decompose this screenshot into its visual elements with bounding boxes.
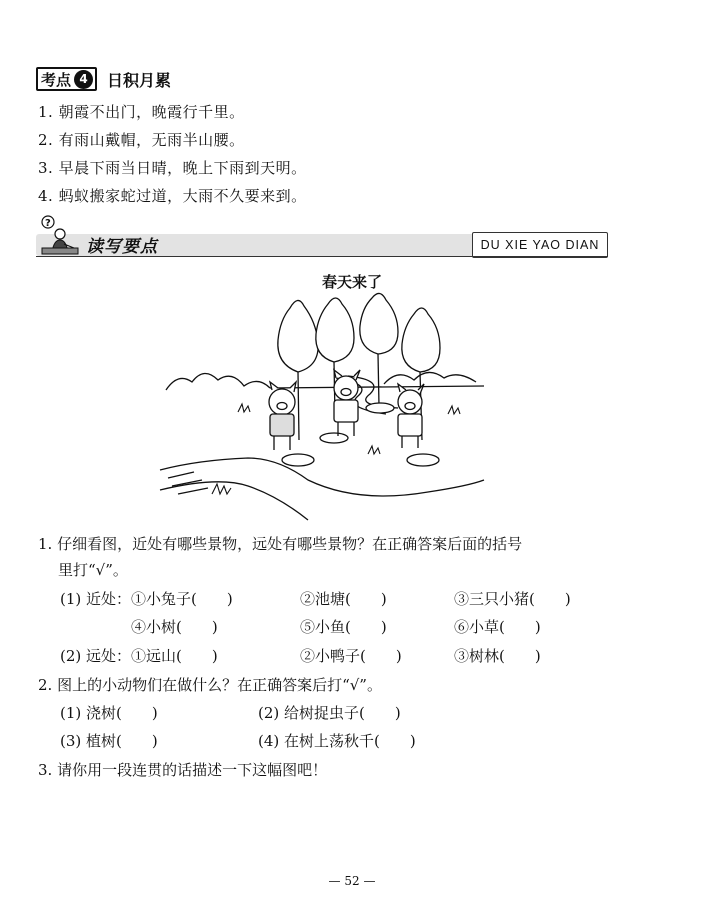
far-option-3[interactable]: ③树林( ) xyxy=(454,647,541,665)
q2-option-1[interactable]: (1) 浇树( ) xyxy=(60,704,158,722)
picture-title: 春天来了 xyxy=(321,273,382,291)
saying-1: 1. 朝霞不出门，晚霞行千里。 xyxy=(38,103,245,121)
page-number: — 52 — xyxy=(328,874,376,888)
section-title: 日积月累 xyxy=(107,70,172,90)
question-1-line-1: 1. 仔细看图，近处有哪些景物，远处有哪些景物？在正确答案后面的括号 xyxy=(38,535,523,553)
spring-scene-illustration xyxy=(158,290,486,524)
saying-3: 3. 早晨下雨当日晴，晚上下雨到天明。 xyxy=(38,159,307,177)
near-option-4[interactable]: ④小树( ) xyxy=(131,618,218,636)
kaodian-number: 4 xyxy=(74,70,93,89)
near-option-6[interactable]: ⑥小草( ) xyxy=(454,618,541,636)
near-option-5[interactable]: ⑤小鱼( ) xyxy=(300,618,387,636)
far-label: (2) 远处： xyxy=(60,647,132,665)
kaodian-label: 考点 xyxy=(41,70,72,89)
question-3-line: 3. 请你用一段连贯的话描述一下这幅图吧！ xyxy=(38,761,328,779)
near-option-2[interactable]: ②池塘( ) xyxy=(300,590,387,608)
question-1-line-2: 里打“√”。 xyxy=(58,561,128,579)
svg-text:?: ? xyxy=(45,218,51,229)
thinking-person-icon xyxy=(38,214,82,258)
q2-option-3[interactable]: (3) 植树( ) xyxy=(60,732,158,750)
far-option-1[interactable]: ①远山( ) xyxy=(131,647,218,665)
kaodian-badge xyxy=(36,67,97,91)
q2-option-4[interactable]: (4) 在树上荡秋千( ) xyxy=(258,732,416,750)
near-option-3[interactable]: ③三只小猪( ) xyxy=(454,590,571,608)
section-title-duxie: 读写要点 xyxy=(86,237,158,257)
saying-4: 4. 蚂蚁搬家蛇过道，大雨不久要来到。 xyxy=(38,187,307,205)
q2-option-2[interactable]: (2) 给树捉虫子( ) xyxy=(258,704,401,722)
near-option-1[interactable]: ①小兔子( ) xyxy=(131,590,233,608)
far-option-2[interactable]: ②小鸭子( ) xyxy=(300,647,402,665)
band-rule xyxy=(36,256,608,257)
saying-2: 2. 有雨山戴帽，无雨半山腰。 xyxy=(38,131,245,149)
pinyin-box: DU XIE YAO DIAN xyxy=(472,232,608,258)
section-band-duxie xyxy=(36,218,608,258)
near-label: (1) 近处： xyxy=(60,590,132,608)
question-2-line: 2. 图上的小动物们在做什么？在正确答案后打“√”。 xyxy=(38,676,382,694)
section-header-kaodian xyxy=(36,66,171,92)
